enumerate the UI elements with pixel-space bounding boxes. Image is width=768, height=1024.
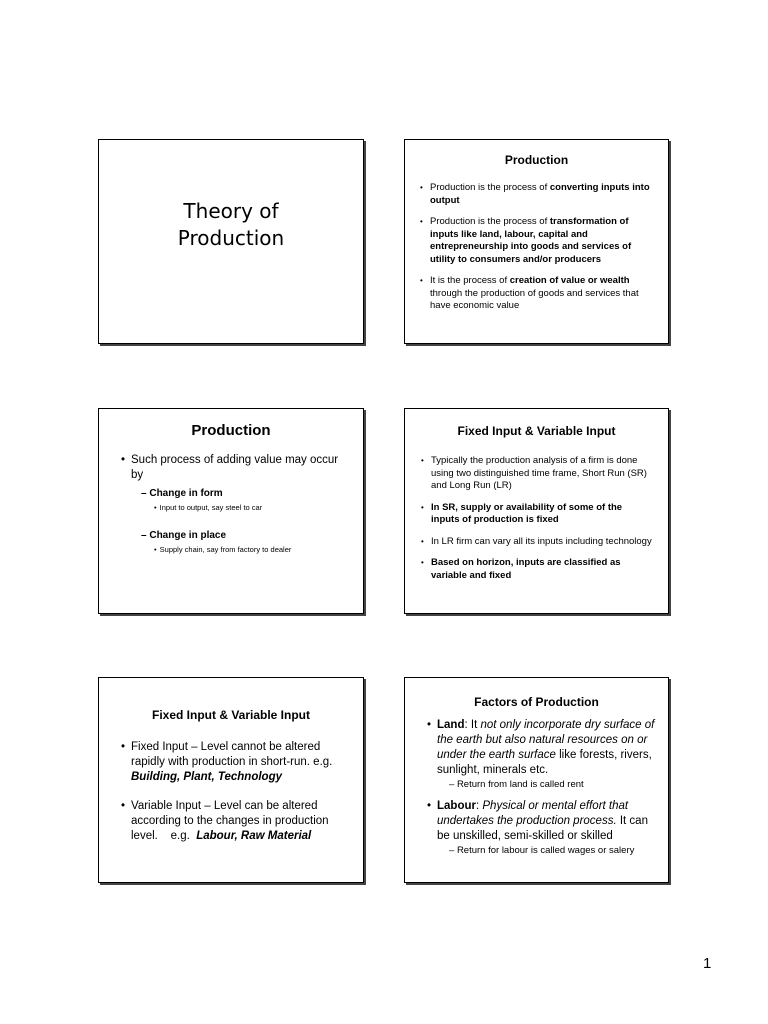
list-item: • Production is the process of transformation of inputs like land, labour, capital and entrepreneurship into goods and services of utility to consumers and/or producers (420, 216, 632, 265)
slide-fixed-variable-input-1 (404, 408, 669, 614)
page-number: 1 (703, 955, 712, 972)
sub-item-change-in-place: – Change in place (141, 530, 227, 541)
bullet-icon: • (420, 276, 423, 285)
slide-theory-of-production (98, 139, 364, 344)
slide-title: Production (191, 422, 271, 439)
bullet-icon: • (154, 503, 157, 512)
slide-production-definition (404, 139, 669, 344)
slide-title: Production (504, 153, 569, 167)
slide-title: Factors of Production (474, 695, 599, 709)
slide-production-value (98, 408, 364, 614)
bullet-list (427, 718, 662, 865)
bullet-list (121, 453, 341, 567)
sub-item-change-in-form: – Change in form (141, 488, 223, 499)
list-item: • Production is the process of converting inputs into output (420, 182, 650, 206)
list-item-labour: • Labour: Physical or mental effort that undertakes the production process. It can be unskilled, semi-skilled or skilled – Return for labour is called wages or salery (437, 799, 662, 857)
list-item-land: • Land: It not only incorporate dry surface of the earth but also natural resources on or under the earth surface like forests, rivers, sunlight, minerals etc. – Return from land is called rent (437, 718, 662, 791)
bullet-icon: • (427, 719, 432, 731)
slide-title (99, 198, 363, 252)
slide-title: Fixed Input & Variable Input (457, 424, 616, 438)
bullet-list (421, 455, 653, 591)
bullet-icon: • (121, 800, 126, 812)
bullet-icon: • (421, 502, 424, 512)
list-item: • Such process of adding value may occur by – Change in form • Input to output, say steel to car – Change in place • Supply chain, say from factory to dealer (131, 453, 341, 555)
slide-factors-of-production (404, 677, 669, 883)
sub-sub-item: • Supply chain, say from factory to dealer (154, 545, 292, 554)
title-line-2: Production (177, 226, 285, 250)
bullet-icon: • (427, 800, 432, 812)
sub-item: – Return for labour is called wages or salery (449, 845, 635, 856)
bullet-icon: • (121, 454, 126, 466)
bullet-icon: • (421, 558, 424, 567)
list-item: • Based on horizon, inputs are classified as variable and fixed (421, 557, 621, 581)
bullet-icon: • (420, 217, 423, 226)
bullet-icon: • (421, 536, 424, 546)
list-item: • Variable Input – Level can be altered according to the changes in production level. e.g. Labour, Raw Material (121, 800, 332, 842)
bullet-list (121, 740, 351, 856)
list-item: • It is the process of creation of value or wealth through the production of goods and services that have economic value (420, 275, 639, 311)
list-item: • Typically the production analysis of a firm is done using two distinguished time frame, Short Run (SR) and Long Run (LR) (421, 455, 647, 491)
sub-item: – Return from land is called rent (449, 779, 584, 790)
slide-title: Fixed Input & Variable Input (151, 708, 310, 722)
bullet-list (420, 182, 652, 322)
title-line-1: Theory of (183, 199, 279, 223)
bullet-icon: • (421, 456, 424, 465)
list-item: • In LR firm can vary all its inputs including technology (421, 535, 652, 547)
sub-sub-item: • Input to output, say steel to car (154, 503, 263, 512)
bullet-icon: • (121, 741, 126, 753)
list-item: • Fixed Input – Level cannot be altered rapidly with production in short-run. e.g. Building, Plant, Technology (121, 741, 333, 783)
bullet-icon: • (420, 183, 423, 192)
bullet-icon: • (154, 545, 157, 554)
list-item: • In SR, supply or availability of some of the inputs of production is fixed (421, 501, 623, 525)
slide-fixed-variable-input-2 (98, 677, 364, 883)
